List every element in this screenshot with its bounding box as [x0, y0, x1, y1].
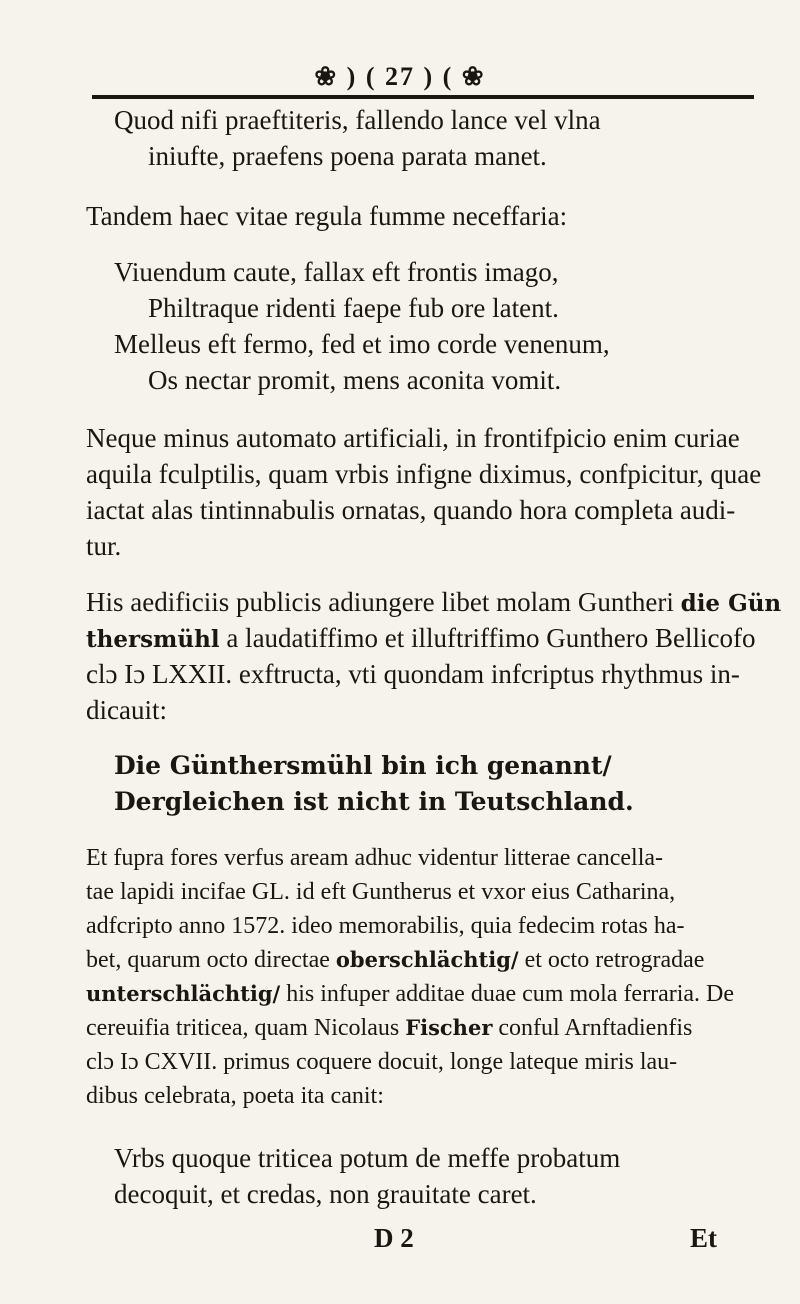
fraktur-span: die Gün: [680, 590, 782, 617]
catchword: Et: [690, 1223, 717, 1253]
text-line: Neque minus automato artificiali, in frontifpicio enim curiae: [86, 423, 740, 453]
text-line: [86, 1010, 692, 1046]
verse-line: Philtraque ridenti faepe fub ore latent.: [148, 293, 559, 323]
verse-line: Vrbs quoque triticea potum de meffe probatum: [114, 1143, 621, 1173]
text-span: His aedificiis publicis adiungere libet molam Guntheri: [86, 587, 674, 617]
fraktur-span: Fischer: [405, 1015, 493, 1040]
text-line: Tandem haec vitae regula fumme neceffaria:: [86, 201, 568, 231]
text-line: adfcripto anno 1572. ideo memorabilis, quia fedecim rotas ha-: [86, 913, 685, 939]
text-line: iactat alas tintinnabulis ornatas, quando hora completa audi-: [86, 495, 736, 525]
text-line: dicauit:: [86, 695, 167, 725]
text-line: [86, 976, 734, 1012]
verse-line: Os nectar promit, mens aconita vomit.: [148, 365, 562, 395]
fraktur-span: unterschlächtig/: [86, 981, 281, 1006]
verse-line: Melleus eft fermo, fed et imo corde venenum,: [114, 329, 610, 359]
text-span: cereuifia triticea, quam Nicolaus: [86, 1015, 400, 1041]
fraktur-span: thersmühl: [86, 626, 220, 653]
text-span: bet, quarum octo directae: [86, 947, 330, 973]
verse-line: decoquit, et credas, non grauitate caret.: [114, 1179, 537, 1209]
verse-line: Viuendum caute, fallax eft frontis imago,: [114, 257, 559, 287]
fraktur-verse: Dergleichen ist nicht in Teutschland.: [114, 787, 634, 816]
text-line: dibus celebrata, poeta ita canit:: [86, 1083, 384, 1109]
fraktur-span: oberschlächtig/: [335, 947, 519, 972]
text-line: Et fupra fores verfus aream adhuc videntur litterae cancella-: [86, 845, 664, 871]
text-span: conful Arnftadienfis: [498, 1015, 693, 1041]
page-header: ❀ ) ( 27 ) ( ❀: [314, 62, 486, 91]
signature-mark: D 2: [374, 1223, 414, 1253]
text-span: a laudatiffimo et illuftriffimo Gunthero Bellicofo: [226, 623, 756, 653]
text-line: clɔ Iɔ CXVII. primus coquere docuit, longe lateque miris lau-: [86, 1049, 678, 1075]
text-line: Quod nifi praeftiteris, fallendo lance vel vlna: [114, 105, 601, 135]
text-line: tae lapidi incifae GL. id eft Guntherus et vxor eius Catharina,: [86, 879, 676, 905]
text-line: iniufte, praefens poena parata manet.: [148, 141, 547, 171]
text-line: clɔ Iɔ LXXII. exftructa, vti quondam infcriptus rhythmus in-: [86, 659, 740, 689]
text-line: [86, 942, 704, 978]
text-line: [86, 584, 781, 622]
text-line: tur.: [86, 531, 122, 561]
text-span: his infuper additae duae cum mola ferraria. De: [286, 981, 735, 1007]
text-span: et octo retrogradae: [524, 947, 705, 973]
fraktur-verse: Die Günthersmühl bin ich genannt/: [114, 751, 612, 780]
header-rule: [92, 95, 754, 99]
text-line: aquila fculptilis, quam vrbis infigne diximus, confpicitur, quae: [86, 459, 762, 489]
text-line: [86, 620, 755, 658]
